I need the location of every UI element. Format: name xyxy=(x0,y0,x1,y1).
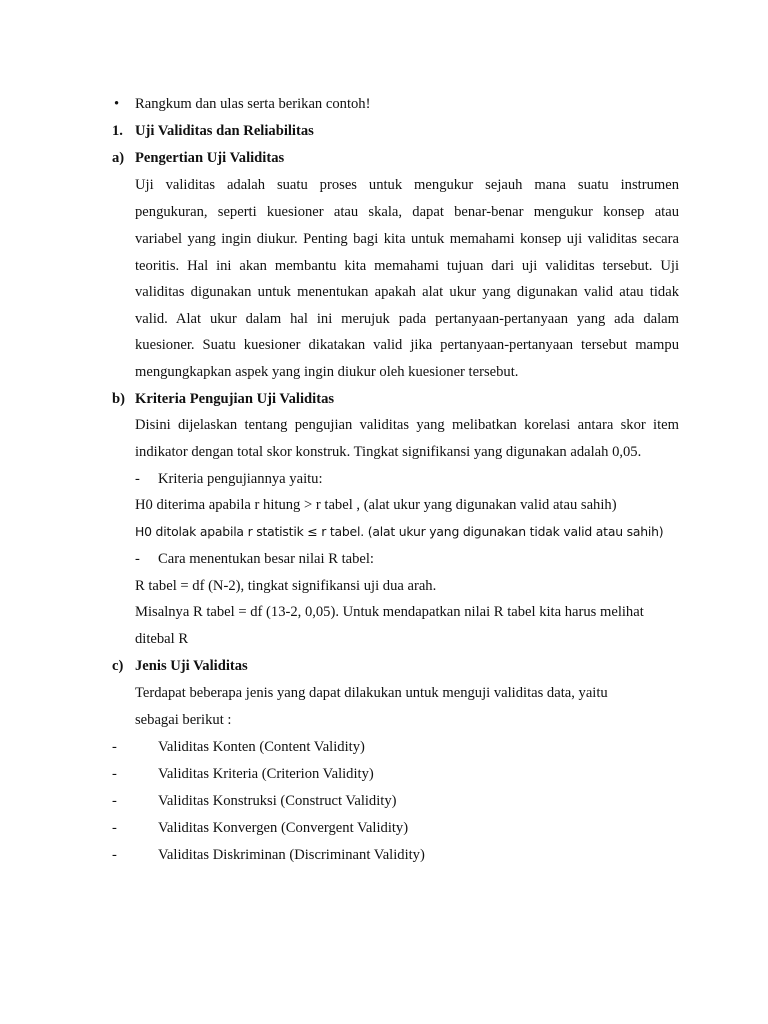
validity-type: Validitas Konten (Content Validity) xyxy=(158,739,365,755)
validity-type: Validitas Konstruksi (Construct Validity) xyxy=(158,793,397,809)
subsection-b-title: Kriteria Pengujian Uji Validitas xyxy=(135,391,335,407)
paragraph-text: pengukuran, seperti kuesioner atau skala, dapat benar-benar mengukur konsep atau xyxy=(135,204,679,220)
dash-marker: - xyxy=(135,551,140,567)
rtable-label: Cara menentukan besar nilai R tabel: xyxy=(158,551,374,567)
paragraph-text: variabel yang ingin diukur. Penting bagi kita untuk memahami konsep uji validitas secara xyxy=(135,231,679,247)
subsection-c-marker: c) xyxy=(112,658,124,674)
dash-marker: - xyxy=(135,471,140,487)
section-number: 1. xyxy=(112,123,123,139)
paragraph-line xyxy=(0,229,768,249)
rtable-formula-text: R tabel = df (N-2), tingkat signifikansi uji dua arah. xyxy=(135,578,437,594)
subsection-a-marker: a) xyxy=(112,150,125,166)
paragraph-text: Disini dijelaskan tentang pengujian validitas yang melibatkan korelasi antara skor item xyxy=(135,417,679,433)
example-text: ditebal R xyxy=(135,631,189,647)
h0-accept-text: H0 diterima apabila r hitung > r tabel , (alat ukur yang digunakan valid atau sahih) xyxy=(135,497,617,513)
paragraph-line xyxy=(0,415,768,435)
criteria-label: Kriteria pengujiannya yaitu: xyxy=(158,471,323,487)
validity-type: Validitas Diskriminan (Discriminant Validity) xyxy=(158,847,425,863)
paragraph-text: valid. Alat ukur dalam hal ini merujuk pada pertanyaan-pertanyaan yang ada dalam xyxy=(135,311,679,327)
paragraph-text: teoritis. Hal ini akan membantu kita memahami tujuan dari uji validitas tersebut. Uji xyxy=(135,258,679,274)
paragraph-line xyxy=(0,309,768,329)
paragraph-line xyxy=(0,256,768,276)
subsection-a-title: Pengertian Uji Validitas xyxy=(135,150,285,166)
dash-marker: - xyxy=(112,847,117,863)
paragraph-text: Terdapat beberapa jenis yang dapat dilakukan untuk menguji validitas data, yaitu xyxy=(135,685,608,701)
validity-type: Validitas Konvergen (Convergent Validity) xyxy=(158,820,409,836)
subsection-c-title: Jenis Uji Validitas xyxy=(135,658,248,674)
intro-text: Rangkum dan ulas serta berikan contoh! xyxy=(135,96,371,112)
section-title: Uji Validitas dan Reliabilitas xyxy=(135,123,314,139)
example-text: Misalnya R tabel = df (13-2, 0,05). Untuk mendapatkan nilai R tabel kita harus melihat xyxy=(135,604,644,620)
paragraph-text: indikator dengan total skor konstruk. Tingkat signifikansi yang digunakan adalah 0,05. xyxy=(135,444,642,460)
paragraph-text: Uji validitas adalah suatu proses untuk mengukur sejauh mana suatu instrumen xyxy=(135,177,679,193)
paragraph-text: validitas digunakan untuk menentukan apakah alat ukur yang digunakan valid atau tidak xyxy=(135,284,679,300)
subsection-b-marker: b) xyxy=(112,391,125,407)
dash-marker: - xyxy=(112,766,117,782)
paragraph-line xyxy=(0,202,768,222)
dash-marker: - xyxy=(112,793,117,809)
paragraph-line xyxy=(0,175,768,195)
paragraph-line xyxy=(0,335,768,355)
paragraph-text: kuesioner. Suatu kuesioner dikatakan valid jika pertanyaan-pertanyaan tersebut mampu xyxy=(135,337,679,353)
validity-type: Validitas Kriteria (Criterion Validity) xyxy=(158,766,374,782)
paragraph-text: sebagai berikut : xyxy=(135,712,232,728)
h0-reject-text: H0 ditolak apabila r statistik ≤ r tabel. (alat ukur yang digunakan tidak valid atau sahih) xyxy=(135,524,664,539)
dash-marker: - xyxy=(112,739,117,755)
bullet-marker: • xyxy=(114,96,120,112)
paragraph-text: mengungkapkan aspek yang ingin diukur oleh kuesioner tersebut. xyxy=(135,364,519,380)
paragraph-line xyxy=(0,282,768,302)
dash-marker: - xyxy=(112,820,117,836)
